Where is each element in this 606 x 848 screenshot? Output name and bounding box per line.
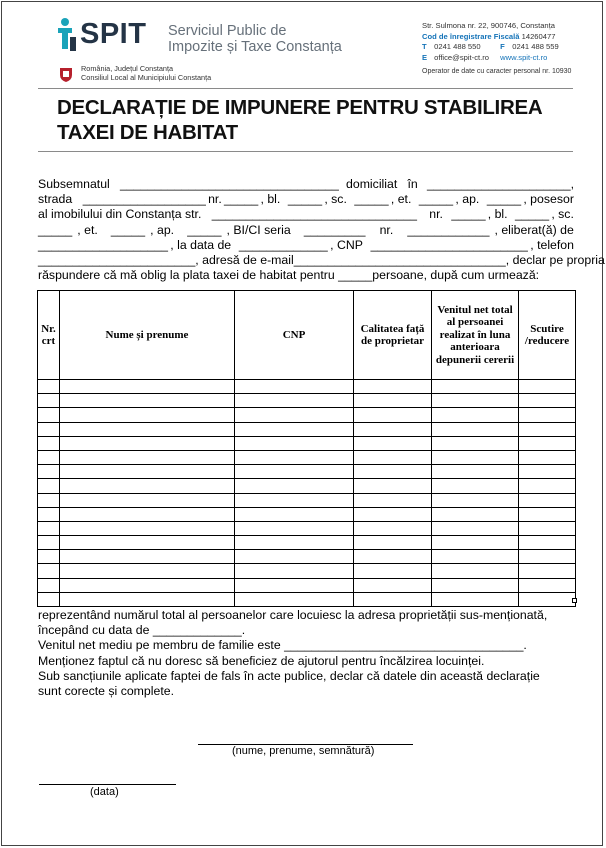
table-cell[interactable]: [60, 450, 235, 464]
table-row[interactable]: [38, 408, 576, 422]
table-cell[interactable]: [38, 493, 60, 507]
table-cell[interactable]: [432, 578, 519, 592]
table-cell[interactable]: [432, 550, 519, 564]
table-cell[interactable]: [519, 521, 576, 535]
table-cell[interactable]: [38, 507, 60, 521]
table-cell[interactable]: [354, 450, 432, 464]
property-sc-field[interactable]: _____: [38, 222, 73, 237]
table-cell[interactable]: [432, 380, 519, 394]
table-cell[interactable]: [432, 465, 519, 479]
table-cell[interactable]: [519, 450, 576, 464]
table-cell[interactable]: [432, 479, 519, 493]
table-cell[interactable]: [354, 408, 432, 422]
table-cell[interactable]: [235, 465, 354, 479]
page-title: DECLARAȚIE DE IMPUNERE PENTRU STABILIREA TAXEI DE HABITAT: [57, 96, 543, 144]
table-cell[interactable]: [235, 536, 354, 550]
table-cell[interactable]: [38, 422, 60, 436]
table-row[interactable]: [38, 592, 576, 606]
col-exemption: Scutire /reducere: [519, 291, 576, 380]
table-cell[interactable]: [235, 422, 354, 436]
table-cell[interactable]: [60, 507, 235, 521]
divider-top: [38, 88, 573, 89]
table-cell[interactable]: [519, 550, 576, 564]
issuer-field[interactable]: ___________________: [38, 237, 168, 252]
form-line-3: al imobilului din Constanța str. ______________________________ nr. _____ , bl. _____ , sc.: [38, 207, 574, 222]
table-cell[interactable]: [38, 536, 60, 550]
table-cell[interactable]: [38, 592, 60, 606]
table-cell[interactable]: [432, 422, 519, 436]
table-cell[interactable]: [354, 536, 432, 550]
table-cell[interactable]: [519, 436, 576, 450]
property-ap-field[interactable]: _____: [187, 222, 222, 237]
table-cell[interactable]: [354, 465, 432, 479]
table-cell[interactable]: [60, 578, 235, 592]
table-cell[interactable]: [354, 436, 432, 450]
property-et-field[interactable]: _____: [110, 222, 146, 237]
table-cell[interactable]: [38, 550, 60, 564]
property-nr-field[interactable]: _____: [451, 207, 486, 222]
email-field[interactable]: _______________________________: [293, 253, 506, 268]
table-cell[interactable]: [38, 394, 60, 408]
table-cell[interactable]: [519, 479, 576, 493]
table-cell[interactable]: [432, 507, 519, 521]
col-relation: Calitatea față de proprietar: [354, 291, 432, 380]
table-cell[interactable]: [235, 450, 354, 464]
table-cell[interactable]: [235, 592, 354, 606]
table-cell[interactable]: [354, 507, 432, 521]
table-row[interactable]: [38, 422, 576, 436]
table-cell[interactable]: [38, 521, 60, 535]
table-cell[interactable]: [519, 493, 576, 507]
table-cell[interactable]: [519, 578, 576, 592]
table-cell[interactable]: [519, 507, 576, 521]
table-cell[interactable]: [235, 380, 354, 394]
table-cell[interactable]: [60, 564, 235, 578]
table-cell[interactable]: [519, 422, 576, 436]
table-cell[interactable]: [60, 394, 235, 408]
table-cell[interactable]: [38, 408, 60, 422]
table-cell[interactable]: [38, 479, 60, 493]
table-cell[interactable]: [60, 493, 235, 507]
closing-text: reprezentând numărul total al persoanelor care locuiesc la adresa proprietății sus-menționată, începând cu data de _____________. Venitul net mediu pe membru de familie este ___________________________________. Menționez faptul că nu doresc să beneficiez de ajutorul pentru încălzirea locuinței. Sub sancțiunile aplicate faptei de fals în acte publice, declar că datele din această declarație sunt corecte și complete.: [38, 608, 548, 699]
table-row[interactable]: [38, 578, 576, 592]
table-cell[interactable]: [60, 422, 235, 436]
table-cell[interactable]: [432, 394, 519, 408]
table-cell[interactable]: [432, 436, 519, 450]
table-cell[interactable]: [235, 408, 354, 422]
name-field[interactable]: ________________________________: [120, 177, 339, 191]
street-field[interactable]: __________________: [82, 192, 206, 207]
institution-lines: România, Județul Constanța Consiliul Local al Municipiului Constanța: [81, 64, 212, 82]
form-line-4: _____ , et. _____ , ap. _____ , BI/CI seria _________ nr. ____________ , eliberat(ă) de: [38, 222, 574, 237]
property-street-field[interactable]: ______________________________: [211, 207, 417, 222]
table-cell[interactable]: [235, 479, 354, 493]
col-income: Venitul net total al persoanei realizat în luna anterioara depunerii cererii: [432, 291, 519, 380]
nr-field[interactable]: _____: [224, 192, 259, 207]
table-row[interactable]: [38, 564, 576, 578]
table-header-row: [38, 291, 576, 380]
contact-block: Str. Sulmona nr. 22, 900746, Constanța Cod de înregistrare Fiscală 14260477 T 0241 488 550 F 0241 488 559 E office@spit-ct.ro www.spit-ct.ro: [422, 21, 559, 62]
table-cell[interactable]: [235, 507, 354, 521]
cnp-field[interactable]: _______________________: [370, 237, 528, 252]
operator-line: Operator de date cu caracter personal nr. 10930: [422, 68, 572, 75]
table-cell[interactable]: [60, 550, 235, 564]
signature-label: (nume, prenume, semnătură): [232, 745, 375, 757]
table-row[interactable]: [38, 479, 576, 493]
phone-field[interactable]: _______________________: [38, 253, 196, 268]
table-cell[interactable]: [432, 536, 519, 550]
bl-field[interactable]: _____: [287, 192, 323, 207]
persons-table: [37, 290, 576, 607]
col-cnp: CNP: [235, 291, 354, 380]
table-cell[interactable]: [235, 436, 354, 450]
table-cell[interactable]: [432, 564, 519, 578]
table-cell[interactable]: [38, 436, 60, 450]
table-cell[interactable]: [235, 578, 354, 592]
table-cell[interactable]: [432, 408, 519, 422]
form-line-7: răspundere că mă oblig la plata taxei de habitat pentru _____persoane, după cum urmează:: [38, 268, 540, 283]
table-cell[interactable]: [354, 493, 432, 507]
table-cell[interactable]: [354, 564, 432, 578]
col-nr-crt: Nr. crt: [38, 291, 60, 380]
declaration-body: [38, 177, 605, 283]
date-label: (data): [90, 786, 119, 798]
table-cell[interactable]: [354, 422, 432, 436]
table-row[interactable]: [38, 550, 576, 564]
issue-date-field[interactable]: _____________: [238, 237, 328, 252]
et-field[interactable]: _____: [418, 192, 454, 207]
table-cell[interactable]: [354, 592, 432, 606]
table-cell[interactable]: [38, 564, 60, 578]
table-row[interactable]: [38, 536, 576, 550]
table-cell[interactable]: [38, 578, 60, 592]
table-cell[interactable]: [235, 550, 354, 564]
date-line[interactable]: [39, 784, 176, 785]
table-cell[interactable]: [60, 521, 235, 535]
table-cell[interactable]: [354, 521, 432, 535]
sc-field[interactable]: _____: [354, 192, 389, 207]
table-cell[interactable]: [354, 380, 432, 394]
city-field[interactable]: _____________________: [426, 177, 571, 191]
table-cell[interactable]: [519, 380, 576, 394]
table-cell[interactable]: [38, 465, 60, 479]
table-row[interactable]: [38, 394, 576, 408]
col-name: Nume și prenume: [60, 291, 235, 380]
property-bl-field[interactable]: _____: [514, 207, 550, 222]
form-line-6: _______________________ , adresă de e-mail _______________________________ , declar pe propria: [38, 253, 605, 268]
table-cell[interactable]: [38, 450, 60, 464]
table-cell[interactable]: [519, 408, 576, 422]
form-line-1: Subsemnatul ________________________________ domiciliat în _____________________ ,: [38, 177, 574, 191]
form-line-5: ___________________ , la data de _____________ , CNP _______________________ , telefon: [38, 237, 574, 252]
table-cell[interactable]: [519, 536, 576, 550]
table-cell[interactable]: [60, 536, 235, 550]
table-cell[interactable]: [354, 550, 432, 564]
table-cell[interactable]: [235, 493, 354, 507]
crest-icon: [57, 65, 75, 83]
table-cell[interactable]: [519, 465, 576, 479]
id-series-field[interactable]: _________: [303, 222, 366, 237]
table-cell[interactable]: [519, 592, 576, 606]
table-cell[interactable]: [354, 394, 432, 408]
table-row[interactable]: [38, 436, 576, 450]
table-cell[interactable]: [235, 521, 354, 535]
table-cell[interactable]: [432, 493, 519, 507]
spit-logo-icon: [56, 17, 78, 55]
divider-title: [38, 151, 573, 152]
table-cell[interactable]: [60, 465, 235, 479]
table-cell[interactable]: [60, 436, 235, 450]
id-nr-field[interactable]: ____________: [407, 222, 490, 237]
table-resize-handle: [572, 598, 577, 603]
table-cell[interactable]: [519, 394, 576, 408]
table-row[interactable]: [38, 493, 576, 507]
table-cell[interactable]: [432, 521, 519, 535]
table-cell[interactable]: [354, 578, 432, 592]
table-row[interactable]: [38, 465, 576, 479]
table-row[interactable]: [38, 521, 576, 535]
logo-text: SPIT: [80, 18, 147, 50]
table-cell[interactable]: [235, 564, 354, 578]
table-row[interactable]: [38, 380, 576, 394]
table-cell[interactable]: [38, 380, 60, 394]
table-cell[interactable]: [354, 479, 432, 493]
table-cell[interactable]: [235, 394, 354, 408]
service-name: Serviciul Public de Impozite și Taxe Constanța: [168, 23, 342, 55]
table-cell[interactable]: [519, 564, 576, 578]
table-cell[interactable]: [60, 592, 235, 606]
table-cell[interactable]: [432, 450, 519, 464]
table-cell[interactable]: [60, 408, 235, 422]
table-cell[interactable]: [60, 380, 235, 394]
table-cell[interactable]: [432, 592, 519, 606]
table-cell[interactable]: [60, 479, 235, 493]
table-row[interactable]: [38, 507, 576, 521]
form-line-2: strada __________________ nr. _____ , bl. _____ , sc. _____ , et. _____ , ap. _____ , posesor: [38, 192, 574, 207]
table-row[interactable]: [38, 450, 576, 464]
ap-field[interactable]: _____: [486, 192, 522, 207]
